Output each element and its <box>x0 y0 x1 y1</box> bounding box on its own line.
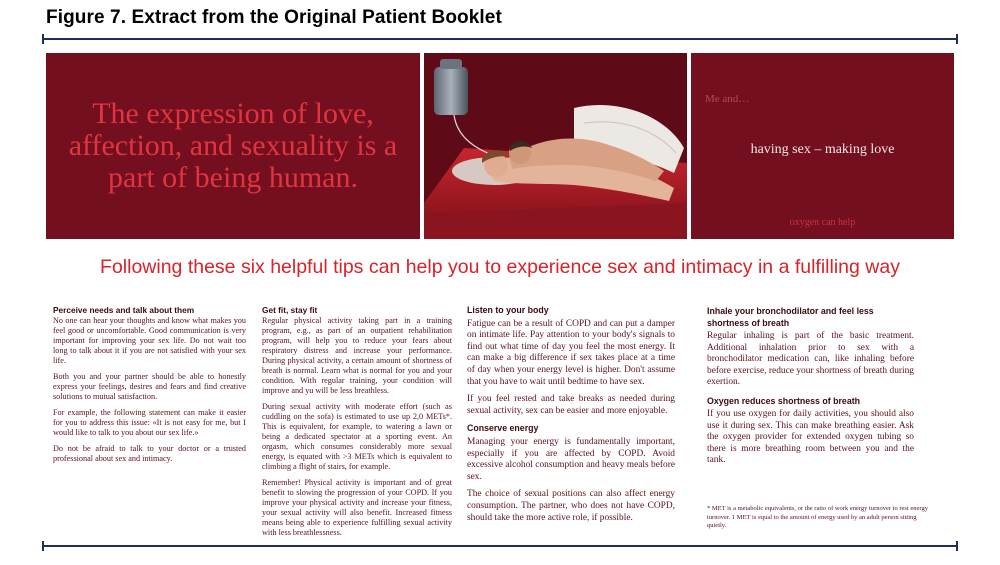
tip-paragraph: Do not be afraid to talk to your doctor or a trusted professional about sex and intimacy. <box>53 444 246 463</box>
tip-paragraph: The choice of sexual positions can also affect energy consumption. The partner, who does not have COPD, should take the more active role, if possible. <box>467 489 675 523</box>
oxygen-can-help-label: oxygen can help <box>789 217 856 228</box>
tip-paragraph: Managing your energy is fundamentally important, especially if you are affected by COPD. Avoid excessive alcohol consumption and heavy meals before sex. <box>467 436 675 482</box>
illustration-panel <box>424 53 687 239</box>
tip-column-2 <box>262 305 452 544</box>
banner-quote: The expression of love, affection, and sexuality is a part of being human. <box>68 97 398 194</box>
tip-heading: Perceive needs and talk about them <box>53 305 195 315</box>
tip-column-3 <box>467 305 675 530</box>
tip-paragraph: During sexual activity with moderate effort (such as cuddling on the sofa) is estimated to use up 2,0 METs*. This is equivalent, for example, to watering a lawn or being a dedicated spectator at a sporting event. An orgasm, which consumes considerably more sexual energy, is equated with >3 METs which is equivalent to climbing a flight of stairs, for example. <box>262 402 452 471</box>
tip-paragraph: For example, the following statement can make it easier for you to address this issue: «It is not easy for me, but I would like to talk to you about our sex life.» <box>53 408 246 437</box>
couple-illustration <box>424 53 687 239</box>
figure-title: Figure 7. Extract from the Original Patient Booklet <box>46 7 502 28</box>
tip-paragraph: Regular physical activity taking part in a training program, e.g., as part of an outpatient rehabilitation program, will help you to reduce your fears about respiratory distress and increase your performance. During physical activity, a certain amount of shortness of breath is normal. Learn what is normal for you and your condition. With regular training, your condition will improve and yu will be less breathless. <box>262 316 452 395</box>
tip-heading: Inhale your bronchodilator and feel less shortness of breath <box>707 306 874 328</box>
tip-paragraph: Fatigue can be a result of COPD and can put a damper on intimate life. Pay attention to your body's signals to find out what time of day you feel the most energy. It can make a big difference if sex takes place at a time of day when your energy level is higher. Don't assume that you have to wait until bedtime to have sex. <box>467 318 675 387</box>
tip-paragraph: If you feel rested and take breaks as needed during sexual activity, sex can be easier and more enjoyable. <box>467 394 675 416</box>
bottom-divider <box>42 545 958 547</box>
tips-tagline: Following these six helpful tips can help you to experience sex and intimacy in a fulfilling way <box>100 256 900 278</box>
met-footnote: * MET is a metabolic equivalents, or the ratio of work energy turnover to rest energy turnover. 1 MET is equal to the amount of energy used by an adult person sitting quietly. <box>707 505 928 529</box>
tip-paragraph: If you use oxygen for daily activities, you should also use it during sex. This can make breathing easier. Ask the oxygen provider for extended oxygen tubing so there is more breathing room between you and the tank. <box>707 408 914 466</box>
tip-paragraph: Both you and your partner should be able to honestly express your feelings, desires and fears and find creative solutions to mutual satisfaction. <box>53 372 246 401</box>
tip-column-4 <box>707 305 914 473</box>
tip-heading: Oxygen reduces shortness of breath <box>707 395 861 406</box>
top-divider <box>42 38 958 40</box>
tip-paragraph: Remember! Physical activity is important and of great benefit to slowing the progression of your COPD. If you improve your physical activity and increase your fitness, your sexual activity will also benefit. Increased fitness means being able to experience fulfilling sexual activity with less breathlessness. <box>262 478 452 537</box>
tip-paragraph: No one can hear your thoughts and know what makes you feel good or uncomfortable. Good communication is very important for improving your sex life. Do not wait too long to talk about it if you are not satisfied with your sex life. <box>53 316 246 365</box>
tip-paragraph: Regular inhaling is part of the basic treatment. Additional inhalation prior to sex with a bronchodilator medication can, like inhaling before before exercise, reduce your shortness of breath during exertion. <box>707 331 914 388</box>
tip-column-1 <box>53 305 246 470</box>
tip-heading: Conserve energy <box>467 423 539 434</box>
tip-heading: Get fit, stay fit <box>262 305 318 315</box>
title-panel <box>691 53 954 239</box>
quote-panel <box>46 53 420 239</box>
tip-heading: Listen to your body <box>467 305 549 315</box>
having-sex-title: having sex – making love <box>750 142 895 157</box>
me-and-label: Me and… <box>705 93 750 105</box>
oxygen-tank <box>434 67 468 115</box>
